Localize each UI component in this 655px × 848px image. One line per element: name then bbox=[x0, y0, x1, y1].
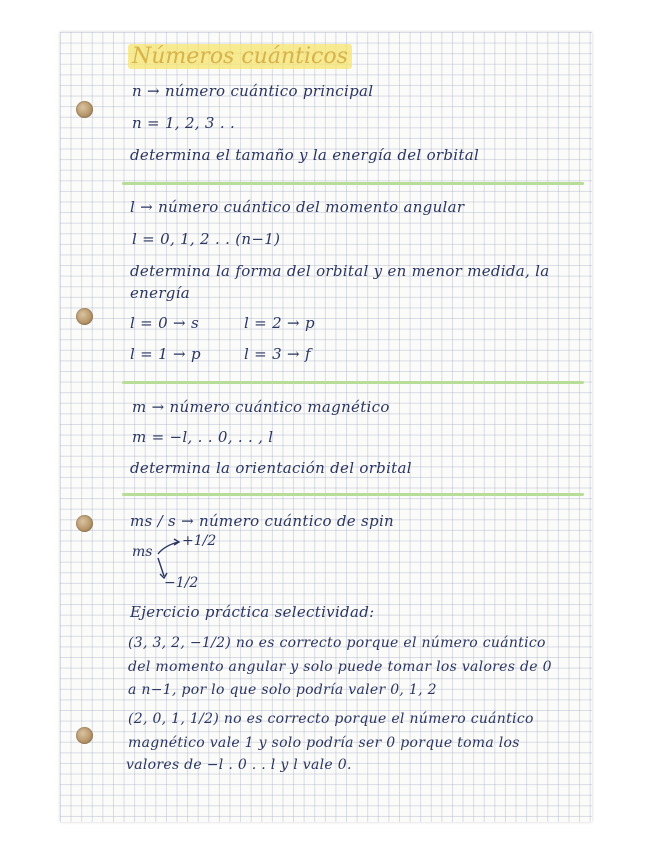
spin-plus-value: +1/2 bbox=[182, 533, 217, 549]
angular-momentum-number-def: l → número cuántico del momento angular bbox=[130, 198, 465, 216]
binder-hole bbox=[76, 101, 93, 118]
exercise-p2-line: magnético vale 1 y solo podría ser 0 porque toma los bbox=[128, 735, 520, 751]
exercise-p1-line: (3, 3, 2, −1/2) no es correcto porque el número cuántico bbox=[128, 635, 546, 651]
binder-hole bbox=[76, 515, 93, 532]
exercise-p2-line: valores de −l . 0 . . l y l vale 0. bbox=[126, 757, 352, 773]
exercise-p1-line: a n−1, por lo que solo podría valer 0, 1, 2 bbox=[128, 682, 437, 698]
orbital-pair: l = 2 → p bbox=[244, 314, 315, 332]
angular-momentum-number-values: l = 0, 1, 2 . . (n−1) bbox=[132, 230, 281, 248]
section-divider bbox=[122, 493, 584, 496]
spin-number-def: ms / s → número cuántico de spin bbox=[130, 512, 394, 530]
exercise-p2-line: (2, 0, 1, 1/2) no es correcto porque el número cuántico bbox=[128, 711, 534, 727]
spin-ms-label: ms bbox=[132, 544, 153, 560]
angular-momentum-number-meaning: determina la forma del orbital y en menor medida, la bbox=[130, 262, 550, 280]
magnetic-number-values: m = −l, . . 0, . . , l bbox=[132, 428, 274, 446]
page-title: Números cuánticos bbox=[128, 44, 352, 69]
section-divider bbox=[122, 381, 584, 384]
spin-minus-value: −1/2 bbox=[164, 575, 199, 591]
binder-hole bbox=[76, 727, 93, 744]
magnetic-number-def: m → número cuántico magnético bbox=[132, 398, 390, 416]
principal-quantum-number-def: n → número cuántico principal bbox=[132, 82, 374, 100]
orbital-pair: l = 0 → s bbox=[130, 314, 199, 332]
angular-momentum-number-meaning-cont: energía bbox=[130, 284, 191, 302]
exercise-heading: Ejercicio práctica selectividad: bbox=[130, 603, 375, 621]
magnetic-number-meaning: determina la orientación del orbital bbox=[130, 459, 412, 477]
orbital-pair: l = 1 → p bbox=[130, 345, 201, 363]
principal-quantum-number-meaning: determina el tamaño y la energía del orbital bbox=[130, 146, 480, 164]
section-divider bbox=[122, 182, 584, 185]
exercise-p1-line: del momento angular y solo puede tomar los valores de 0 bbox=[128, 659, 552, 675]
binder-hole bbox=[76, 308, 93, 325]
principal-quantum-number-values: n = 1, 2, 3 . . bbox=[132, 114, 236, 132]
orbital-pair: l = 3 → f bbox=[244, 345, 311, 363]
